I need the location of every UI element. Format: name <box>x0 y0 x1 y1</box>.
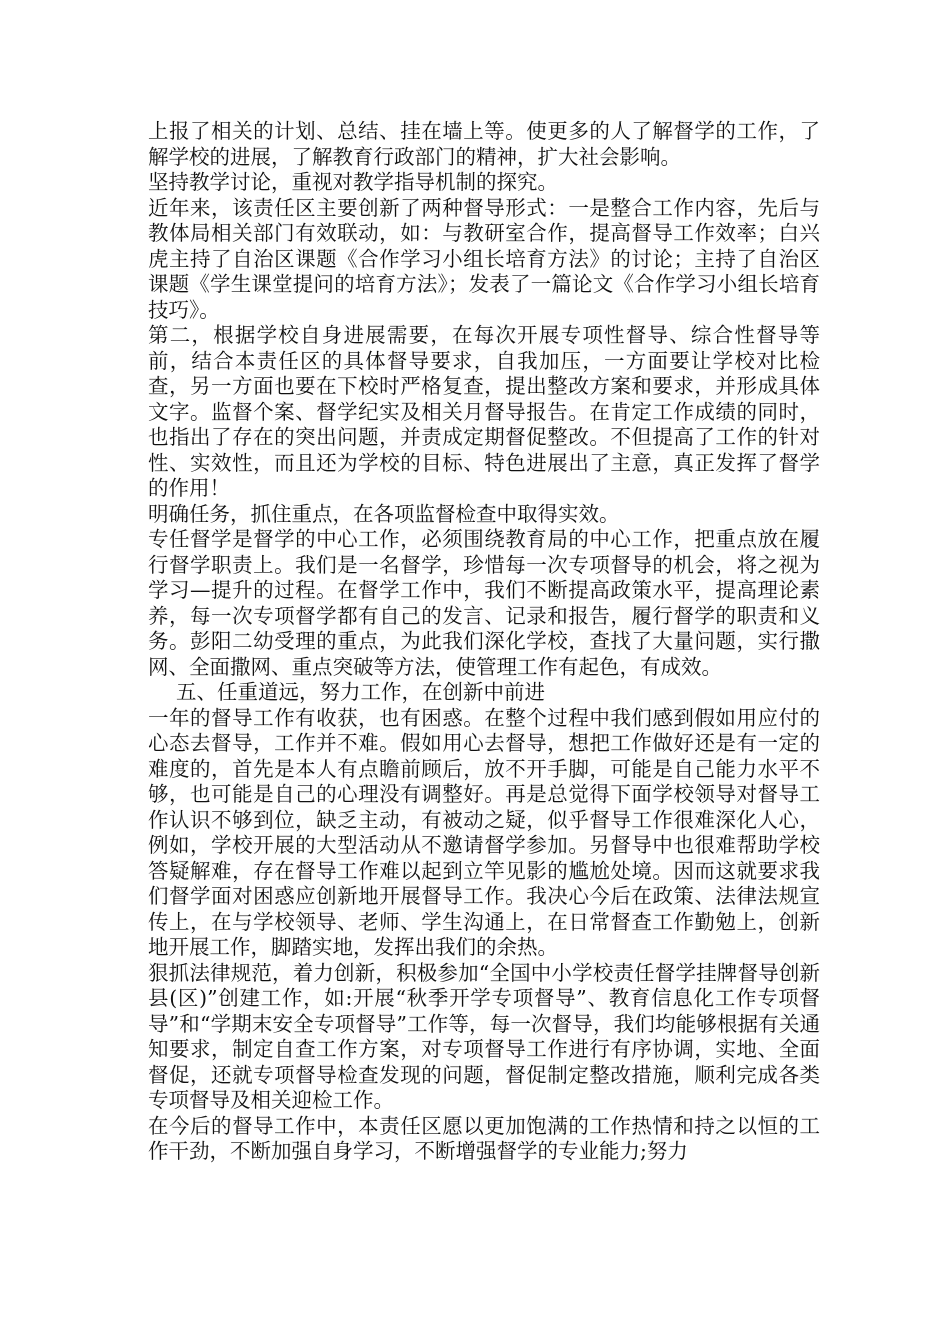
section-heading: 五、任重道远，努力工作，在创新中前进 <box>176 680 545 704</box>
paragraph-2: 坚持教学讨论，重视对教学指导机制的探究。 <box>148 170 558 194</box>
paragraph-8: 狠抓法律规范，着力创新，积极参加“全国中小学校责任督学挂牌督导创新县(区)”创建工作，如:开展“秋季开学专项督导”、教育信息化工作专项督导”和“学期末安全专项督导”工作等，每一次督导，我们均能够根据有关通知要求，制定自查工作方案，对专项督导工作进行有序协调，实地、全面督促，还就专项督导检查发现的问题，督促制定整改措施，顺利完成各类专项督导及相关迎检工作。 <box>148 960 820 1112</box>
paragraph-6: 专任督学是督学的中心工作，必须围绕教育局的中心工作，把重点放在履行督学职责上。我们是一名督学，珍惜每一次专项督导的机会，将之视为学习—提升的过程。在督学工作中，我们不断提高政策水平，提高理论素养，每一次专项督学都有自己的发言、记录和报告，履行督学的职责和义务。彭阳二幼受理的重点，为此我们深化学校，查找了大量问题，实行撒网、全面撒网、重点突破等方法，使管理工作有起色，有成效。 <box>148 527 820 679</box>
paragraph-7: 一年的督导工作有收获，也有困惑。在整个过程中我们感到假如用应付的心态去督导，工作并不难。假如用心去督导，想把工作做好还是有一定的难度的，首先是本人有点瞻前顾后，放不开手脚，可能是自己能力水平不够，也可能是自己的心理没有调整好。再是总觉得下面学校领导对督导工作认识不够到位，缺乏主动，有被动之疑，似乎督导工作很难深化人心，例如，学校开展的大型活动从不邀请督学参加。另督导中也很难帮助学校答疑解难，存在督导工作难以起到立竿见影的尴尬处境。因而这就要求我们督学面对困惑应创新地开展督导工作。我决心今后在政策、法律法规宣传上，在与学校领导、老师、学生沟通上，在日常督查工作勤勉上，创新地开展工作，脚踏实地，发挥出我们的余热。 <box>148 705 820 959</box>
paragraph-9: 在今后的督导工作中，本责任区愿以更加饱满的工作热情和持之以恒的工作干劲，不断加强自身学习，不断增强督学的专业能力;努力 <box>148 1113 820 1163</box>
paragraph-1: 上报了相关的计划、总结、挂在墙上等。使更多的人了解督学的工作，了解学校的进展，了解教育行政部门的精神，扩大社会影响。 <box>148 119 820 169</box>
paragraph-4: 第二，根据学校自身进展需要，在每次开展专项性督导、综合性督导等前，结合本责任区的具体督导要求，自我加压，一方面要让学校对比检查，另一方面也要在下校时严格复查，提出整改方案和要求，并形成具体文字。监督个案、督学纪实及相关月督导报告。在肯定工作成绩的同时，也指出了存在的突出问题，并责成定期督促整改。不但提高了工作的针对性、实效性，而且还为学校的目标、特色进展出了主意，真正发挥了督学的作用！ <box>148 323 820 500</box>
document-page <box>148 119 820 1165</box>
paragraph-3: 近年来，该责任区主要创新了两种督导形式：一是整合工作内容，先后与教体局相关部门有效联动，如：与教研室合作，提高督导工作效率；白兴虎主持了自治区课题《合作学习小组长培育方法》的讨论；主持了自治区课题《学生课堂提问的培育方法》；发表了一篇论文《合作学习小组长培育技巧》。 <box>148 195 820 322</box>
paragraph-5: 明确任务，抓住重点，在各项监督检查中取得实效。 <box>148 501 620 526</box>
